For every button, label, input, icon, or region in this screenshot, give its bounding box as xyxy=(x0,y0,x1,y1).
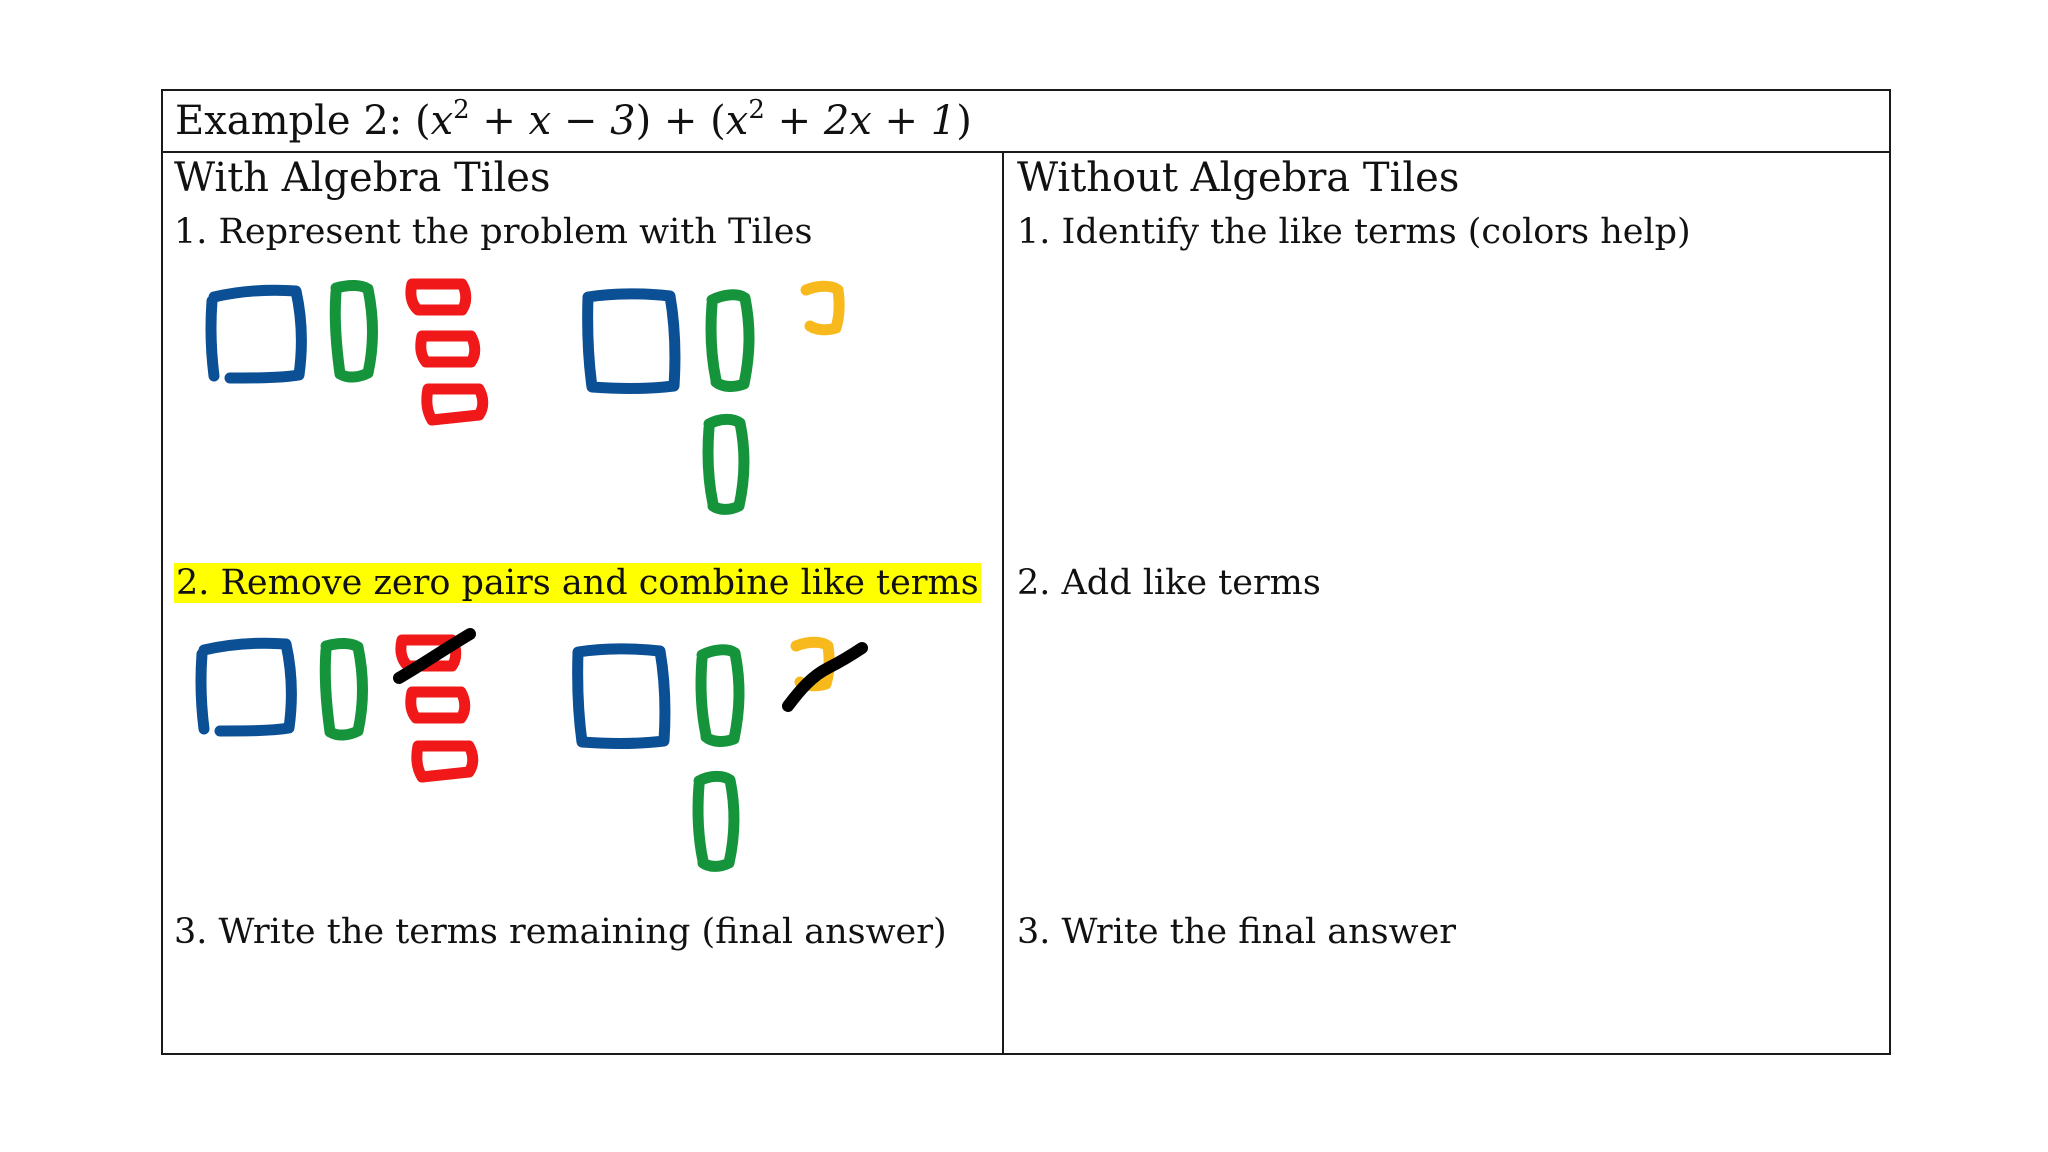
highlighted-instruction: 2. Remove zero pairs and combine like terms xyxy=(176,563,979,603)
right-step-3: 3. Write the final answer xyxy=(1017,912,1457,952)
right-heading: Without Algebra Tiles xyxy=(1017,155,1460,201)
paren: ) xyxy=(956,98,972,144)
paren: ( xyxy=(710,98,726,144)
variable: x xyxy=(430,98,454,144)
expression-part: + x − 3 xyxy=(469,98,636,144)
paren: ( xyxy=(414,98,431,144)
variable: x xyxy=(725,98,749,144)
exponent: 2 xyxy=(748,95,765,125)
exponent: 2 xyxy=(453,95,470,125)
left-step-1: 1. Represent the problem with Tiles xyxy=(174,212,813,252)
plus-operator: + xyxy=(651,98,711,144)
left-heading: With Algebra Tiles xyxy=(174,155,551,201)
left-step-3: 3. Write the terms remaining (final answer) xyxy=(174,912,947,952)
right-step-1: 1. Identify the like terms (colors help) xyxy=(1017,212,1691,252)
paren: ) xyxy=(635,98,652,144)
column-divider xyxy=(1002,153,1004,1053)
left-step-2 xyxy=(174,561,981,605)
title-row xyxy=(163,91,1889,153)
expression-part: + 2x + 1 xyxy=(764,98,957,144)
example-title xyxy=(175,95,972,147)
title-prefix: Example 2: xyxy=(175,98,415,144)
right-step-2: 2. Add like terms xyxy=(1017,563,1321,603)
